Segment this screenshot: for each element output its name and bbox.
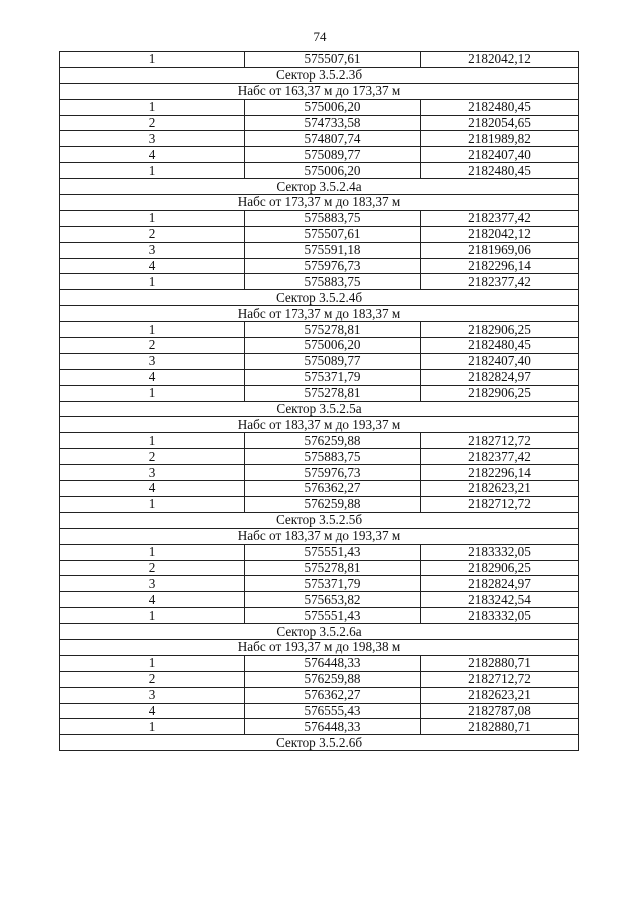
section-header-row [60,528,579,544]
table-row [60,703,579,719]
table-row [60,258,579,274]
table-row [60,115,579,131]
y-coordinate-cell: 2182824,97 [421,576,579,592]
point-number-cell: 1 [60,544,245,560]
section-header-row [60,67,579,83]
table-row [60,481,579,497]
section-header-row [60,401,579,417]
table-row [60,226,579,242]
section-header-cell: Сектор 3.5.2.4б [60,290,579,306]
x-coordinate-cell: 576448,33 [245,719,421,735]
table-row [60,99,579,115]
point-number-cell: 4 [60,592,245,608]
point-number-cell: 2 [60,449,245,465]
x-coordinate-cell: 576259,88 [245,671,421,687]
point-number-cell: 2 [60,560,245,576]
table-row [60,131,579,147]
point-number-cell: 1 [60,322,245,338]
x-coordinate-cell: 575883,75 [245,274,421,290]
table-row [60,385,579,401]
section-header-cell: Набс от 183,37 м до 193,37 м [60,417,579,433]
x-coordinate-cell: 576448,33 [245,655,421,671]
table-row [60,687,579,703]
point-number-cell: 1 [60,608,245,624]
point-number-cell: 2 [60,226,245,242]
section-header-row [60,179,579,195]
x-coordinate-cell: 575278,81 [245,322,421,338]
point-number-cell: 1 [60,655,245,671]
section-header-row [60,417,579,433]
x-coordinate-cell: 575653,82 [245,592,421,608]
y-coordinate-cell: 2181989,82 [421,131,579,147]
point-number-cell: 1 [60,433,245,449]
y-coordinate-cell: 2182712,72 [421,496,579,512]
table-row [60,433,579,449]
section-header-cell: Набс от 173,37 м до 183,37 м [60,306,579,322]
point-number-cell: 3 [60,687,245,703]
point-number-cell: 3 [60,242,245,258]
section-header-cell: Сектор 3.5.2.5а [60,401,579,417]
y-coordinate-cell: 2182407,40 [421,353,579,369]
section-header-row [60,306,579,322]
section-header-cell: Набс от 163,37 м до 173,37 м [60,83,579,99]
table-row [60,52,579,68]
x-coordinate-cell: 575591,18 [245,242,421,258]
point-number-cell: 1 [60,210,245,226]
x-coordinate-cell: 575006,20 [245,99,421,115]
y-coordinate-cell: 2182906,25 [421,385,579,401]
x-coordinate-cell: 575507,61 [245,226,421,242]
section-header-cell: Сектор 3.5.2.6б [60,735,579,751]
section-header-row [60,195,579,211]
table-row [60,671,579,687]
y-coordinate-cell: 2182880,71 [421,719,579,735]
y-coordinate-cell: 2182712,72 [421,433,579,449]
y-coordinate-cell: 2182377,42 [421,274,579,290]
x-coordinate-cell: 575371,79 [245,576,421,592]
point-number-cell: 4 [60,369,245,385]
point-number-cell: 3 [60,465,245,481]
table-row [60,274,579,290]
x-coordinate-cell: 575976,73 [245,258,421,274]
point-number-cell: 2 [60,671,245,687]
y-coordinate-cell: 2182880,71 [421,655,579,671]
point-number-cell: 4 [60,703,245,719]
x-coordinate-cell: 575507,61 [245,52,421,68]
table-row [60,322,579,338]
point-number-cell: 1 [60,274,245,290]
section-header-cell: Набс от 173,37 м до 183,37 м [60,195,579,211]
section-header-row [60,735,579,751]
x-coordinate-cell: 575006,20 [245,163,421,179]
y-coordinate-cell: 2182623,21 [421,481,579,497]
point-number-cell: 4 [60,258,245,274]
y-coordinate-cell: 2182787,08 [421,703,579,719]
table-row [60,576,579,592]
table-row [60,465,579,481]
point-number-cell: 3 [60,576,245,592]
table-row [60,242,579,258]
y-coordinate-cell: 2183242,54 [421,592,579,608]
section-header-row [60,512,579,528]
section-header-cell: Сектор 3.5.2.5б [60,512,579,528]
y-coordinate-cell: 2182054,65 [421,115,579,131]
point-number-cell: 1 [60,719,245,735]
section-header-cell: Набс от 183,37 м до 193,37 м [60,528,579,544]
x-coordinate-cell: 574807,74 [245,131,421,147]
x-coordinate-cell: 576555,43 [245,703,421,719]
section-header-cell: Сектор 3.5.2.3б [60,67,579,83]
point-number-cell: 1 [60,99,245,115]
y-coordinate-cell: 2182480,45 [421,99,579,115]
section-header-row [60,639,579,655]
x-coordinate-cell: 576259,88 [245,433,421,449]
x-coordinate-cell: 575278,81 [245,560,421,576]
point-number-cell: 4 [60,481,245,497]
x-coordinate-cell: 575551,43 [245,544,421,560]
y-coordinate-cell: 2182377,42 [421,210,579,226]
x-coordinate-cell: 575089,77 [245,147,421,163]
x-coordinate-cell: 575883,75 [245,210,421,226]
y-coordinate-cell: 2182042,12 [421,226,579,242]
table-row [60,369,579,385]
y-coordinate-cell: 2182296,14 [421,465,579,481]
y-coordinate-cell: 2182480,45 [421,163,579,179]
table-row [60,496,579,512]
x-coordinate-cell: 575883,75 [245,449,421,465]
table-row [60,608,579,624]
table-row [60,353,579,369]
x-coordinate-cell: 576362,27 [245,687,421,703]
y-coordinate-cell: 2182824,97 [421,369,579,385]
x-coordinate-cell: 575976,73 [245,465,421,481]
x-coordinate-cell: 576259,88 [245,496,421,512]
table-row [60,449,579,465]
y-coordinate-cell: 2182712,72 [421,671,579,687]
coordinates-table-body [60,52,579,751]
table-row [60,210,579,226]
table-row [60,544,579,560]
y-coordinate-cell: 2182296,14 [421,258,579,274]
x-coordinate-cell: 575278,81 [245,385,421,401]
table-row [60,719,579,735]
point-number-cell: 1 [60,163,245,179]
y-coordinate-cell: 2181969,06 [421,242,579,258]
page-number: 74 [313,29,327,44]
section-header-row [60,290,579,306]
section-header-cell: Сектор 3.5.2.6а [60,624,579,640]
table-row [60,560,579,576]
x-coordinate-cell: 576362,27 [245,481,421,497]
x-coordinate-cell: 575089,77 [245,353,421,369]
y-coordinate-cell: 2182407,40 [421,147,579,163]
y-coordinate-cell: 2183332,05 [421,544,579,560]
section-header-cell: Сектор 3.5.2.4а [60,179,579,195]
coordinates-table [59,51,579,751]
section-header-cell: Набс от 193,37 м до 198,38 м [60,639,579,655]
point-number-cell: 2 [60,338,245,354]
x-coordinate-cell: 574733,58 [245,115,421,131]
table-row [60,592,579,608]
table-row [60,338,579,354]
section-header-row [60,83,579,99]
x-coordinate-cell: 575006,20 [245,338,421,354]
point-number-cell: 3 [60,353,245,369]
point-number-cell: 1 [60,496,245,512]
y-coordinate-cell: 2182906,25 [421,560,579,576]
point-number-cell: 3 [60,131,245,147]
point-number-cell: 1 [60,52,245,68]
x-coordinate-cell: 575551,43 [245,608,421,624]
section-header-row [60,624,579,640]
y-coordinate-cell: 2182042,12 [421,52,579,68]
x-coordinate-cell: 575371,79 [245,369,421,385]
point-number-cell: 2 [60,115,245,131]
point-number-cell: 4 [60,147,245,163]
y-coordinate-cell: 2182906,25 [421,322,579,338]
y-coordinate-cell: 2182623,21 [421,687,579,703]
table-row [60,147,579,163]
table-row [60,655,579,671]
table-row [60,163,579,179]
y-coordinate-cell: 2182480,45 [421,338,579,354]
y-coordinate-cell: 2183332,05 [421,608,579,624]
point-number-cell: 1 [60,385,245,401]
y-coordinate-cell: 2182377,42 [421,449,579,465]
